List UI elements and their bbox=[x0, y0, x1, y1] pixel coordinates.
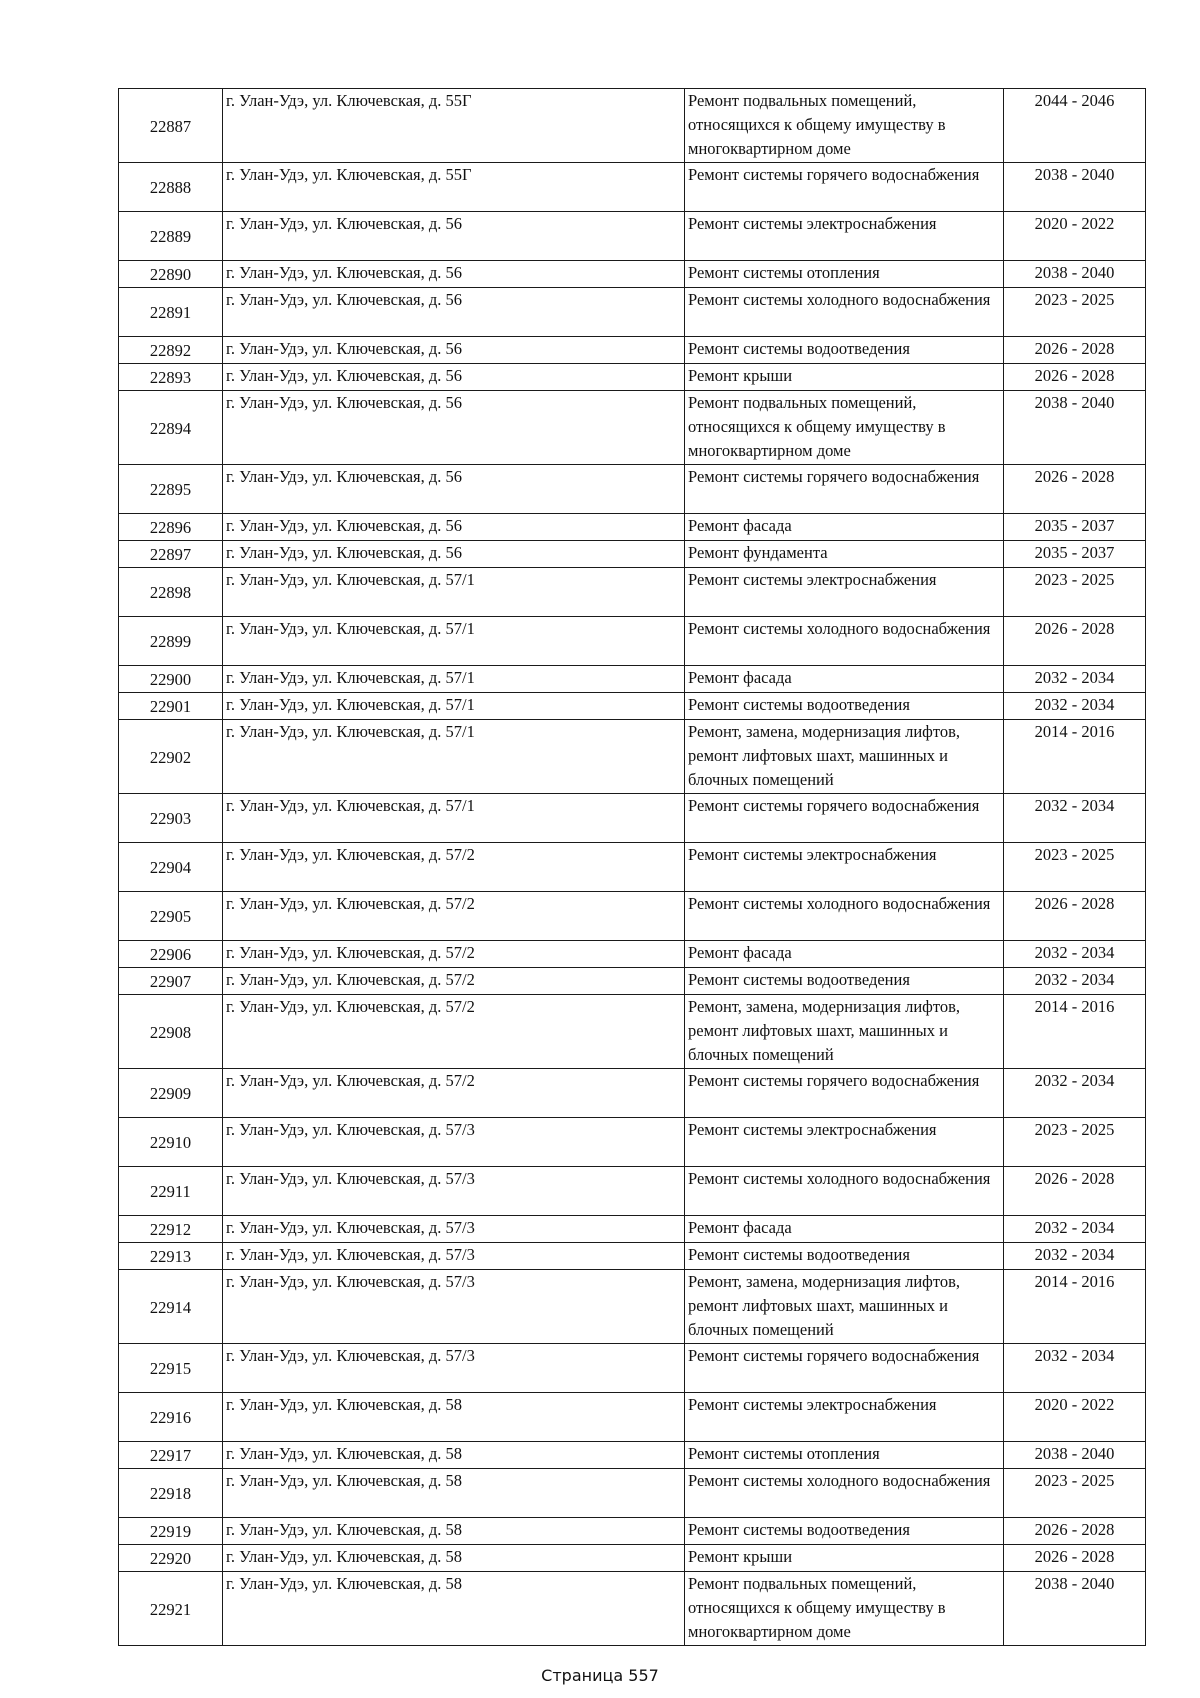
work-type-cell: Ремонт подвальных помещений, относящихся к общему имуществу в многоквартирном доме bbox=[685, 391, 1004, 465]
period-cell: 2026 - 2028 bbox=[1004, 1545, 1146, 1572]
table-row bbox=[119, 1469, 1146, 1518]
work-type-cell: Ремонт подвальных помещений, относящихся к общему имуществу в многоквартирном доме bbox=[685, 1572, 1004, 1646]
period-cell: 2032 - 2034 bbox=[1004, 666, 1146, 693]
table-row bbox=[119, 1270, 1146, 1344]
address-cell: г. Улан-Удэ, ул. Ключевская, д. 57/2 bbox=[223, 941, 685, 968]
work-type-cell: Ремонт системы водоотведения bbox=[685, 1518, 1004, 1545]
row-number: 22910 bbox=[119, 1118, 223, 1167]
table-row bbox=[119, 163, 1146, 212]
period-cell: 2032 - 2034 bbox=[1004, 1216, 1146, 1243]
period-cell: 2020 - 2022 bbox=[1004, 1393, 1146, 1442]
table-row bbox=[119, 1545, 1146, 1572]
row-number: 22909 bbox=[119, 1069, 223, 1118]
work-type-cell: Ремонт фасада bbox=[685, 514, 1004, 541]
address-cell: г. Улан-Удэ, ул. Ключевская, д. 56 bbox=[223, 391, 685, 465]
row-number: 22906 bbox=[119, 941, 223, 968]
period-cell: 2026 - 2028 bbox=[1004, 1518, 1146, 1545]
work-type-cell: Ремонт системы горячего водоснабжения bbox=[685, 163, 1004, 212]
row-number: 22895 bbox=[119, 465, 223, 514]
table-row bbox=[119, 465, 1146, 514]
row-number: 22917 bbox=[119, 1442, 223, 1469]
row-number: 22898 bbox=[119, 568, 223, 617]
work-type-cell: Ремонт системы холодного водоснабжения bbox=[685, 617, 1004, 666]
row-number: 22887 bbox=[119, 89, 223, 163]
table-row bbox=[119, 568, 1146, 617]
table-row bbox=[119, 89, 1146, 163]
work-type-cell: Ремонт, замена, модернизация лифтов, ремонт лифтовых шахт, машинных и блочных помещений bbox=[685, 995, 1004, 1069]
address-cell: г. Улан-Удэ, ул. Ключевская, д. 57/2 bbox=[223, 1069, 685, 1118]
address-cell: г. Улан-Удэ, ул. Ключевская, д. 56 bbox=[223, 465, 685, 514]
period-cell: 2023 - 2025 bbox=[1004, 1118, 1146, 1167]
row-number: 22904 bbox=[119, 843, 223, 892]
row-number: 22915 bbox=[119, 1344, 223, 1393]
address-cell: г. Улан-Удэ, ул. Ключевская, д. 57/2 bbox=[223, 968, 685, 995]
table-row bbox=[119, 892, 1146, 941]
address-cell: г. Улан-Удэ, ул. Ключевская, д. 58 bbox=[223, 1518, 685, 1545]
row-number: 22907 bbox=[119, 968, 223, 995]
table-row bbox=[119, 941, 1146, 968]
address-cell: г. Улан-Удэ, ул. Ключевская, д. 58 bbox=[223, 1545, 685, 1572]
work-type-cell: Ремонт фундамента bbox=[685, 541, 1004, 568]
address-cell: г. Улан-Удэ, ул. Ключевская, д. 56 bbox=[223, 337, 685, 364]
table-row bbox=[119, 1442, 1146, 1469]
period-cell: 2032 - 2034 bbox=[1004, 1344, 1146, 1393]
address-cell: г. Улан-Удэ, ул. Ключевская, д. 58 bbox=[223, 1393, 685, 1442]
address-cell: г. Улан-Удэ, ул. Ключевская, д. 57/3 bbox=[223, 1216, 685, 1243]
row-number: 22920 bbox=[119, 1545, 223, 1572]
work-type-cell: Ремонт фасада bbox=[685, 666, 1004, 693]
table-row bbox=[119, 337, 1146, 364]
table-row bbox=[119, 1167, 1146, 1216]
work-type-cell: Ремонт, замена, модернизация лифтов, ремонт лифтовых шахт, машинных и блочных помещений bbox=[685, 1270, 1004, 1344]
table-row bbox=[119, 1572, 1146, 1646]
work-type-cell: Ремонт системы горячего водоснабжения bbox=[685, 794, 1004, 843]
work-type-cell: Ремонт подвальных помещений, относящихся к общему имуществу в многоквартирном доме bbox=[685, 89, 1004, 163]
row-number: 22902 bbox=[119, 720, 223, 794]
row-number: 22914 bbox=[119, 1270, 223, 1344]
period-cell: 2038 - 2040 bbox=[1004, 1572, 1146, 1646]
period-cell: 2032 - 2034 bbox=[1004, 1243, 1146, 1270]
address-cell: г. Улан-Удэ, ул. Ключевская, д. 57/2 bbox=[223, 995, 685, 1069]
row-number: 22897 bbox=[119, 541, 223, 568]
address-cell: г. Улан-Удэ, ул. Ключевская, д. 57/3 bbox=[223, 1243, 685, 1270]
row-number: 22908 bbox=[119, 995, 223, 1069]
address-cell: г. Улан-Удэ, ул. Ключевская, д. 55Г bbox=[223, 89, 685, 163]
period-cell: 2032 - 2034 bbox=[1004, 968, 1146, 995]
table-row bbox=[119, 261, 1146, 288]
work-type-cell: Ремонт системы холодного водоснабжения bbox=[685, 892, 1004, 941]
work-type-cell: Ремонт системы водоотведения bbox=[685, 968, 1004, 995]
row-number: 22896 bbox=[119, 514, 223, 541]
work-type-cell: Ремонт крыши bbox=[685, 1545, 1004, 1572]
period-cell: 2023 - 2025 bbox=[1004, 288, 1146, 337]
address-cell: г. Улан-Удэ, ул. Ключевская, д. 56 bbox=[223, 541, 685, 568]
table-row bbox=[119, 364, 1146, 391]
period-cell: 2035 - 2037 bbox=[1004, 514, 1146, 541]
row-number: 22900 bbox=[119, 666, 223, 693]
row-number: 22916 bbox=[119, 1393, 223, 1442]
address-cell: г. Улан-Удэ, ул. Ключевская, д. 56 bbox=[223, 261, 685, 288]
table-row bbox=[119, 1518, 1146, 1545]
table-row bbox=[119, 843, 1146, 892]
period-cell: 2038 - 2040 bbox=[1004, 261, 1146, 288]
row-number: 22921 bbox=[119, 1572, 223, 1646]
row-number: 22919 bbox=[119, 1518, 223, 1545]
period-cell: 2014 - 2016 bbox=[1004, 720, 1146, 794]
table-row bbox=[119, 288, 1146, 337]
period-cell: 2038 - 2040 bbox=[1004, 1442, 1146, 1469]
row-number: 22893 bbox=[119, 364, 223, 391]
period-cell: 2044 - 2046 bbox=[1004, 89, 1146, 163]
address-cell: г. Улан-Удэ, ул. Ключевская, д. 57/2 bbox=[223, 843, 685, 892]
address-cell: г. Улан-Удэ, ул. Ключевская, д. 57/1 bbox=[223, 666, 685, 693]
work-type-cell: Ремонт системы водоотведения bbox=[685, 337, 1004, 364]
address-cell: г. Улан-Удэ, ул. Ключевская, д. 56 bbox=[223, 212, 685, 261]
table-row bbox=[119, 212, 1146, 261]
row-number: 22894 bbox=[119, 391, 223, 465]
table-row bbox=[119, 514, 1146, 541]
period-cell: 2032 - 2034 bbox=[1004, 1069, 1146, 1118]
table-row bbox=[119, 693, 1146, 720]
table-row bbox=[119, 1118, 1146, 1167]
table-row bbox=[119, 720, 1146, 794]
table-row bbox=[119, 995, 1146, 1069]
row-number: 22913 bbox=[119, 1243, 223, 1270]
work-type-cell: Ремонт системы горячего водоснабжения bbox=[685, 465, 1004, 514]
period-cell: 2026 - 2028 bbox=[1004, 617, 1146, 666]
period-cell: 2026 - 2028 bbox=[1004, 364, 1146, 391]
period-cell: 2014 - 2016 bbox=[1004, 995, 1146, 1069]
page-number: Страница 557 bbox=[541, 1666, 659, 1685]
table-row bbox=[119, 617, 1146, 666]
address-cell: г. Улан-Удэ, ул. Ключевская, д. 57/2 bbox=[223, 892, 685, 941]
row-number: 22903 bbox=[119, 794, 223, 843]
period-cell: 2032 - 2034 bbox=[1004, 693, 1146, 720]
address-cell: г. Улан-Удэ, ул. Ключевская, д. 57/1 bbox=[223, 693, 685, 720]
work-type-cell: Ремонт системы отопления bbox=[685, 1442, 1004, 1469]
address-cell: г. Улан-Удэ, ул. Ключевская, д. 57/3 bbox=[223, 1167, 685, 1216]
period-cell: 2026 - 2028 bbox=[1004, 465, 1146, 514]
row-number: 22891 bbox=[119, 288, 223, 337]
work-type-cell: Ремонт крыши bbox=[685, 364, 1004, 391]
row-number: 22888 bbox=[119, 163, 223, 212]
row-number: 22899 bbox=[119, 617, 223, 666]
work-type-cell: Ремонт системы электроснабжения bbox=[685, 1393, 1004, 1442]
period-cell: 2026 - 2028 bbox=[1004, 1167, 1146, 1216]
period-cell: 2023 - 2025 bbox=[1004, 843, 1146, 892]
address-cell: г. Улан-Удэ, ул. Ключевская, д. 57/1 bbox=[223, 568, 685, 617]
period-cell: 2038 - 2040 bbox=[1004, 163, 1146, 212]
work-type-cell: Ремонт фасада bbox=[685, 941, 1004, 968]
work-type-cell: Ремонт системы водоотведения bbox=[685, 693, 1004, 720]
period-cell: 2020 - 2022 bbox=[1004, 212, 1146, 261]
period-cell: 2023 - 2025 bbox=[1004, 568, 1146, 617]
row-number: 22918 bbox=[119, 1469, 223, 1518]
row-number: 22911 bbox=[119, 1167, 223, 1216]
address-cell: г. Улан-Удэ, ул. Ключевская, д. 58 bbox=[223, 1572, 685, 1646]
work-type-cell: Ремонт системы водоотведения bbox=[685, 1243, 1004, 1270]
address-cell: г. Улан-Удэ, ул. Ключевская, д. 57/3 bbox=[223, 1270, 685, 1344]
address-cell: г. Улан-Удэ, ул. Ключевская, д. 57/1 bbox=[223, 720, 685, 794]
row-number: 22892 bbox=[119, 337, 223, 364]
table-row bbox=[119, 541, 1146, 568]
table-row bbox=[119, 666, 1146, 693]
address-cell: г. Улан-Удэ, ул. Ключевская, д. 56 bbox=[223, 288, 685, 337]
address-cell: г. Улан-Удэ, ул. Ключевская, д. 56 bbox=[223, 514, 685, 541]
work-type-cell: Ремонт системы электроснабжения bbox=[685, 1118, 1004, 1167]
address-cell: г. Улан-Удэ, ул. Ключевская, д. 58 bbox=[223, 1469, 685, 1518]
period-cell: 2035 - 2037 bbox=[1004, 541, 1146, 568]
period-cell: 2014 - 2016 bbox=[1004, 1270, 1146, 1344]
row-number: 22889 bbox=[119, 212, 223, 261]
row-number: 22901 bbox=[119, 693, 223, 720]
work-type-cell: Ремонт системы горячего водоснабжения bbox=[685, 1344, 1004, 1393]
row-number: 22905 bbox=[119, 892, 223, 941]
period-cell: 2026 - 2028 bbox=[1004, 892, 1146, 941]
address-cell: г. Улан-Удэ, ул. Ключевская, д. 55Г bbox=[223, 163, 685, 212]
period-cell: 2038 - 2040 bbox=[1004, 391, 1146, 465]
work-type-cell: Ремонт системы отопления bbox=[685, 261, 1004, 288]
work-type-cell: Ремонт, замена, модернизация лифтов, ремонт лифтовых шахт, машинных и блочных помещений bbox=[685, 720, 1004, 794]
work-type-cell: Ремонт системы электроснабжения bbox=[685, 212, 1004, 261]
work-type-cell: Ремонт системы холодного водоснабжения bbox=[685, 1469, 1004, 1518]
table-row bbox=[119, 968, 1146, 995]
table-row bbox=[119, 391, 1146, 465]
repair-schedule-table bbox=[118, 88, 1146, 1646]
address-cell: г. Улан-Удэ, ул. Ключевская, д. 57/3 bbox=[223, 1344, 685, 1393]
table-row bbox=[119, 1069, 1146, 1118]
table-row bbox=[119, 1216, 1146, 1243]
table-row bbox=[119, 794, 1146, 843]
address-cell: г. Улан-Удэ, ул. Ключевская, д. 58 bbox=[223, 1442, 685, 1469]
work-type-cell: Ремонт системы горячего водоснабжения bbox=[685, 1069, 1004, 1118]
address-cell: г. Улан-Удэ, ул. Ключевская, д. 57/3 bbox=[223, 1118, 685, 1167]
table-body bbox=[119, 89, 1146, 1646]
period-cell: 2032 - 2034 bbox=[1004, 794, 1146, 843]
address-cell: г. Улан-Удэ, ул. Ключевская, д. 57/1 bbox=[223, 794, 685, 843]
table-row bbox=[119, 1393, 1146, 1442]
row-number: 22912 bbox=[119, 1216, 223, 1243]
work-type-cell: Ремонт системы электроснабжения bbox=[685, 568, 1004, 617]
work-type-cell: Ремонт системы холодного водоснабжения bbox=[685, 288, 1004, 337]
period-cell: 2026 - 2028 bbox=[1004, 337, 1146, 364]
period-cell: 2032 - 2034 bbox=[1004, 941, 1146, 968]
work-type-cell: Ремонт системы холодного водоснабжения bbox=[685, 1167, 1004, 1216]
table-row bbox=[119, 1243, 1146, 1270]
work-type-cell: Ремонт фасада bbox=[685, 1216, 1004, 1243]
table-row bbox=[119, 1344, 1146, 1393]
address-cell: г. Улан-Удэ, ул. Ключевская, д. 57/1 bbox=[223, 617, 685, 666]
row-number: 22890 bbox=[119, 261, 223, 288]
work-type-cell: Ремонт системы электроснабжения bbox=[685, 843, 1004, 892]
period-cell: 2023 - 2025 bbox=[1004, 1469, 1146, 1518]
address-cell: г. Улан-Удэ, ул. Ключевская, д. 56 bbox=[223, 364, 685, 391]
